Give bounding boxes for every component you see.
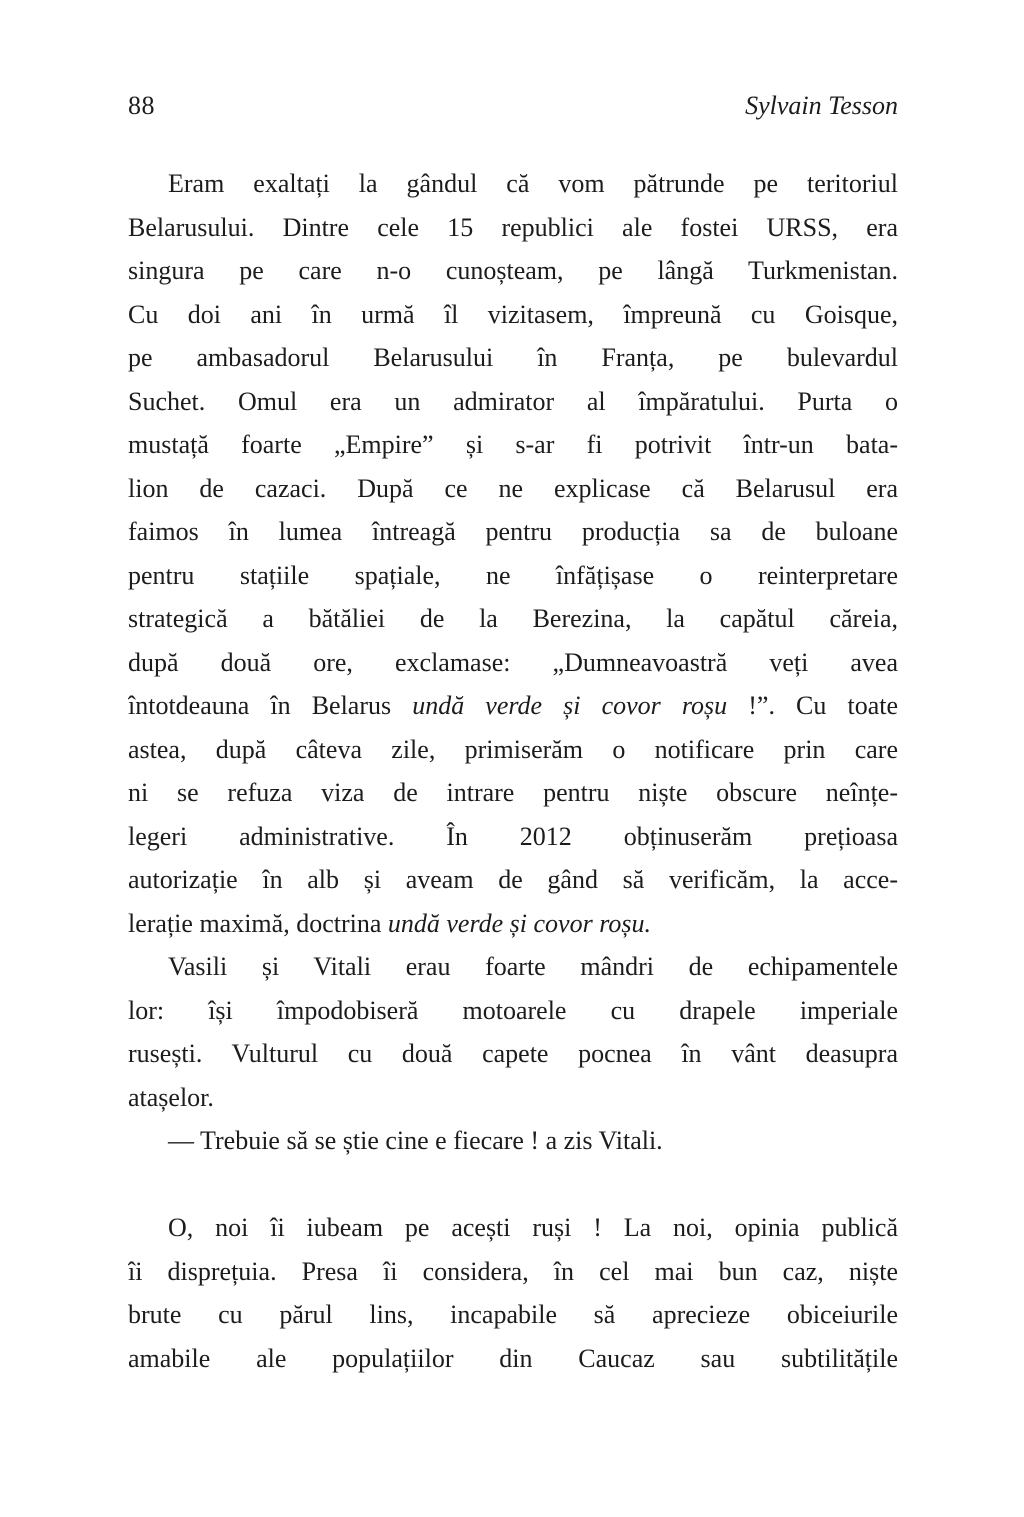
text-line xyxy=(128,771,898,815)
text-line xyxy=(128,423,898,467)
page-number: 88 xyxy=(128,91,155,120)
text-line xyxy=(128,1206,898,1250)
text-line xyxy=(128,293,898,337)
text-line xyxy=(128,1032,898,1076)
text-segment: strategică a bătăliei de la Berezina, la capătul căreia, xyxy=(128,604,898,633)
italic-phrase: undă verde și covor roșu xyxy=(412,691,728,720)
text-line xyxy=(128,815,898,859)
text-segment: astea, după câteva zile, primiserăm o notificare prin care xyxy=(128,734,898,764)
text-line xyxy=(128,1076,898,1120)
text-line xyxy=(128,728,898,772)
text-line xyxy=(128,1119,898,1163)
text-line xyxy=(128,945,898,989)
text-segment: pentru stațiile spațiale, ne înfățișase o reinterpretare xyxy=(128,560,898,590)
text-line xyxy=(128,1293,898,1337)
text-segment: Eram exaltați la gândul că vom pătrunde pe teritoriul xyxy=(168,169,898,198)
text-segment: Cu doi ani în urmă îl vizitasem, împreună cu Goisque, xyxy=(128,299,898,329)
italic-phrase: undă verde și covor roșu. xyxy=(387,908,651,938)
text-line xyxy=(128,336,898,380)
text-segment: — Trebuie să se știe cine e fiecare ! a zis Vitali. xyxy=(168,1126,663,1155)
paragraph xyxy=(128,1119,898,1163)
text-segment: lion de cazaci. După ce ne explicase că Belarusul era xyxy=(128,473,898,503)
text-segment: atașelor. xyxy=(128,1082,214,1112)
text-line xyxy=(128,510,898,554)
text-segment: Suchet. Omul era un admirator al împăratului. Purta o xyxy=(128,386,898,416)
text-segment: pe ambasadorul Belarusului în Franța, pe bulevardul xyxy=(128,343,898,372)
running-header xyxy=(128,90,898,122)
text-line xyxy=(128,380,898,424)
text-segment: Belarusului. Dintre cele 15 republici ale fostei URSS, era xyxy=(128,212,898,242)
text-segment: îi disprețuia. Presa îi considera, în cel mai bun caz, niște xyxy=(128,1256,898,1286)
text-line xyxy=(128,554,898,598)
text-segment: amabile ale populațiilor din Caucaz sau subtilitățile xyxy=(128,1343,898,1373)
text-segment: O, noi îi iubeam pe acești ruși ! La noi, opinia publică xyxy=(168,1213,898,1242)
paragraph xyxy=(128,162,898,945)
text-segment: lerație maximă, doctrina xyxy=(128,908,388,938)
text-segment: !”. Cu toate xyxy=(727,691,898,720)
text-line xyxy=(128,641,898,685)
text-line xyxy=(128,597,898,641)
text-line xyxy=(128,249,898,293)
text-segment: rusești. Vulturul cu două capete pocnea în vânt deasupra xyxy=(128,1039,898,1068)
paragraph xyxy=(128,945,898,1119)
text-segment: legeri administrative. În 2012 obținuserăm prețioasa xyxy=(128,821,898,851)
text-segment: după două ore, exclamase: „Dumneavoastră veți avea xyxy=(128,647,898,677)
text-segment: faimos în lumea întreagă pentru producția sa de buloane xyxy=(128,517,898,546)
text-segment: autorizație în alb și aveam de gând să verificăm, la acce- xyxy=(128,865,898,894)
text-line xyxy=(128,206,898,250)
text-line xyxy=(128,858,898,902)
text-segment: lor: își împodobiseră motoarele cu drapele imperiale xyxy=(128,995,898,1025)
text-segment: mustață foarte „Empire” și s-ar fi potrivit într-un bata- xyxy=(128,430,898,459)
text-block xyxy=(128,162,898,1380)
text-line xyxy=(128,902,898,946)
text-segment: întotdeauna în Belarus xyxy=(128,691,413,720)
text-segment: Vasili și Vitali erau foarte mândri de echipamentele xyxy=(168,952,898,981)
text-line xyxy=(128,467,898,511)
text-segment: ni se refuza viza de intrare pentru niște obscure neînțe- xyxy=(128,778,898,807)
text-line xyxy=(128,1337,898,1381)
text-line xyxy=(128,162,898,206)
text-segment: singura pe care n-o cunoșteam, pe lângă Turkmenistan. xyxy=(128,256,898,285)
text-line xyxy=(128,1250,898,1294)
text-segment: brute cu părul lins, incapabile să aprecieze obiceiurile xyxy=(128,1300,898,1329)
text-line xyxy=(128,989,898,1033)
running-header-author: Sylvain Tesson xyxy=(745,91,898,120)
paragraph xyxy=(128,1206,898,1380)
text-line xyxy=(128,684,898,728)
